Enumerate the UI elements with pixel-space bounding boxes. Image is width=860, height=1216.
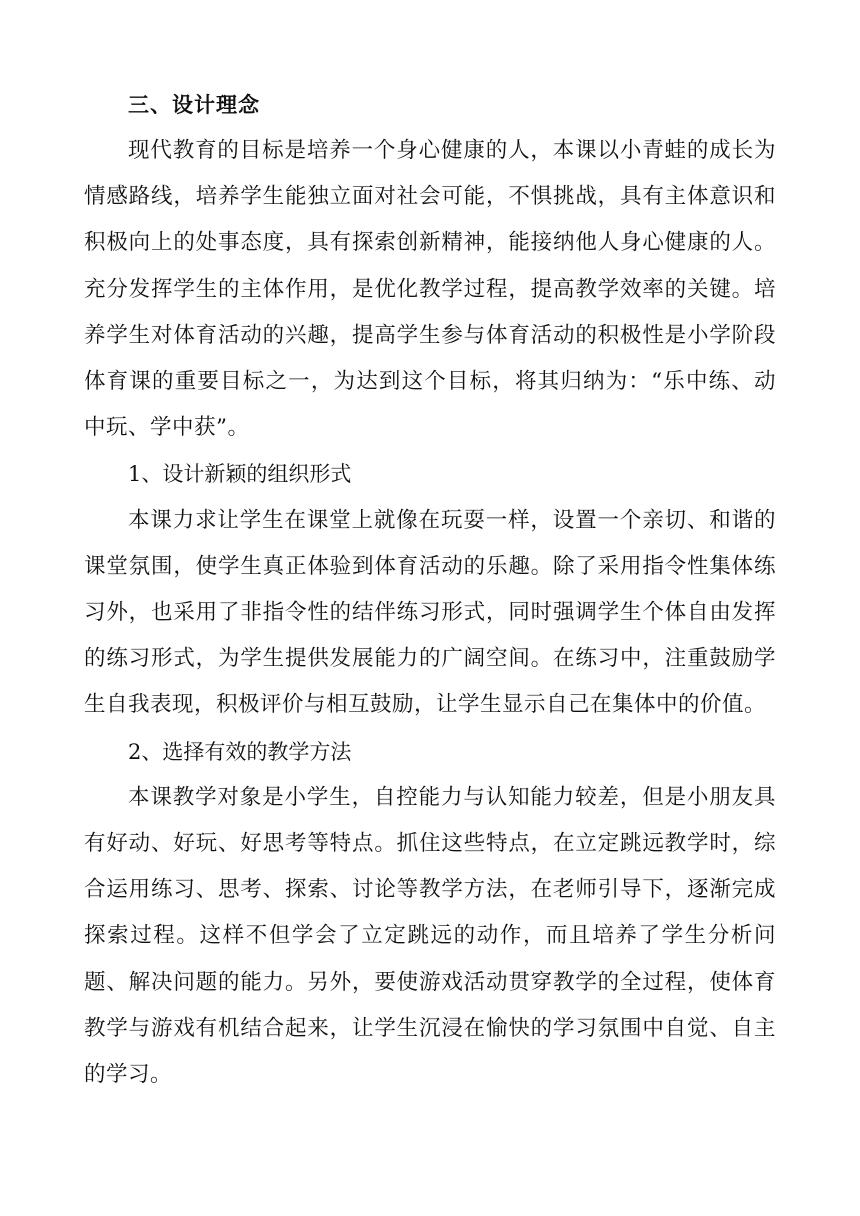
subsection-1-title: 1、设计新颖的组织形式 — [128, 462, 352, 487]
section-heading: 三、设计理念 — [128, 93, 260, 117]
document-page — [84, 82, 776, 1098]
subsection-2-body: 本课教学对象是小学生，自控能力与认知能力较差，但是小朋友具有好动、好玩、好思考等特点。抓住这些特点，在立定跳远教学时，综合运用练习、思考、探索、讨论等教学方法，在老师引导下，逐渐完成探索过程。这样不但学会了立定跳远的动作，而且培养了学生分析问题、解决问题的能力。另外，要使游戏活动贯穿教学的全过程，使体育教学与游戏有机结合起来，让学生沉浸在愉快的学习氛围中自觉、自主的学习。 — [84, 784, 776, 1088]
subsection-2-title: 2、选择有效的教学方法 — [128, 739, 352, 764]
intro-paragraph: 现代教育的目标是培养一个身心健康的人，本课以小青蛙的成长为情感路线，培养学生能独立面对社会可能，不惧挑战，具有主体意识和积极向上的处事态度，具有探索创新精神，能接纳他人身心健康的人。充分发挥学生的主体作用，是优化教学过程，提高教学效率的关键。培养学生对体育活动的兴趣，提高学生参与体育活动的积极性是小学阶段体育课的重要目标之一，为达到这个目标，将其归纳为：“乐中练、动中玩、学中获”。 — [84, 138, 776, 441]
subsection-1-body: 本课力求让学生在课堂上就像在玩耍一样，设置一个亲切、和谐的课堂氛围，使学生真正体验到体育活动的乐趣。除了采用指令性集体练习外，也采用了非指令性的结伴练习形式，同时强调学生个体自由发挥的练习形式，为学生提供发展能力的广阔空间。在练习中，注重鼓励学生自我表现，积极评价与相互鼓励，让学生显示自己在集体中的价值。 — [84, 507, 776, 718]
